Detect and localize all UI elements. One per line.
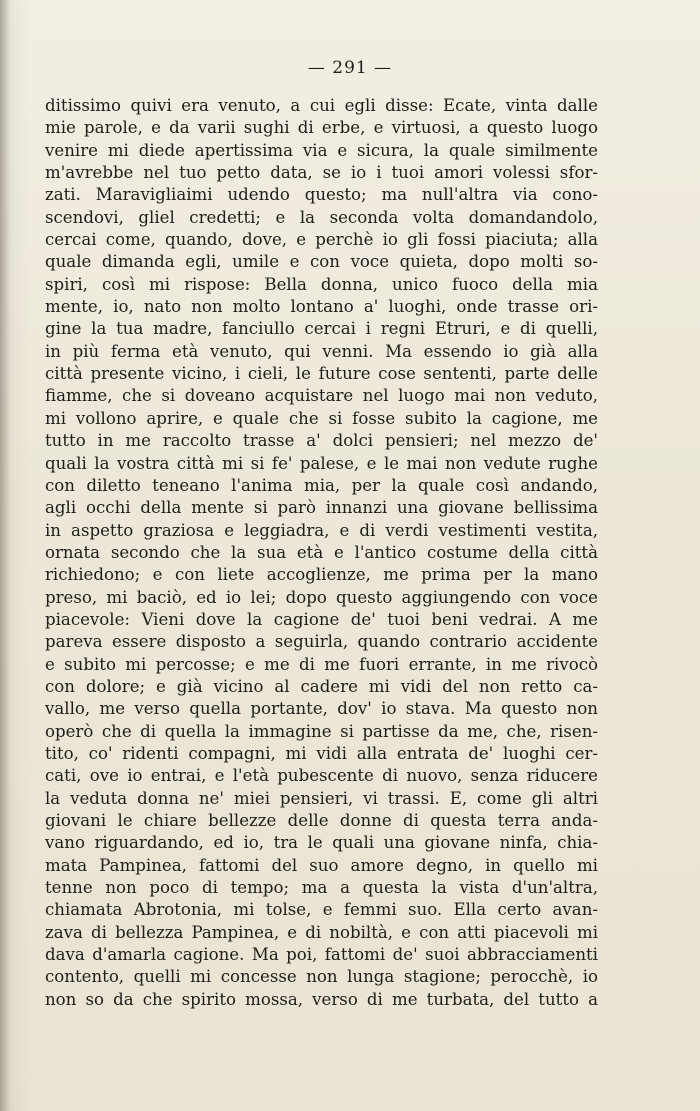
text-line: gine la tua madre, fanciullo cercai i regni Etruri, e di quelli,: [45, 319, 598, 339]
text-line: agli occhi della mente si parò innanzi una giovane bellissima: [45, 498, 598, 518]
text-line: vano riguardando, ed io, tra le quali una giovane ninfa, chia-: [45, 833, 598, 853]
text-line: in aspetto graziosa e leggiadra, e di verdi vestimenti vestita,: [45, 520, 598, 540]
text-line: pareva essere disposto a seguirla, quando contrario accidente: [45, 632, 598, 652]
text-line: m'avrebbe nel tuo petto data, se io i tuoi amori volessi sfor-: [45, 163, 598, 183]
text-line: zati. Maravigliaimi udendo questo; ma null'altra via cono-: [45, 185, 598, 205]
text-line: zava di bellezza Pampinea, e di nobiltà, e con atti piacevoli mi: [45, 922, 598, 942]
text-line: venire mi diede apertissima via e sicura, la quale similmente: [45, 140, 598, 160]
body-text: [45, 95, 598, 1011]
text-line: vallo, me verso quella portante, dov' io stava. Ma questo non: [45, 699, 598, 719]
text-line: e subito mi percosse; e me di me fuori errante, in me rivocò: [45, 654, 598, 674]
text-line: chiamata Abrotonia, mi tolse, e femmi suo. Ella certo avan-: [45, 900, 598, 920]
text-line: fiamme, che si doveano acquistare nel luogo mai non veduto,: [45, 386, 598, 406]
text-line: tito, co' ridenti compagni, mi vidi alla entrata de' luoghi cer-: [45, 743, 598, 763]
text-line: mie parole, e da varii sughi di erbe, e virtuosi, a questo luogo: [45, 118, 598, 138]
text-line: cati, ove io entrai, e l'età pubescente di nuovo, senza riducere: [45, 766, 598, 786]
text-line: non so da che spirito mossa, verso di me turbata, del tutto a: [45, 989, 598, 1009]
text-line: mata Pampinea, fattomi del suo amore degno, in quello mi: [45, 855, 598, 875]
text-line: quale dimanda egli, umile e con voce quieta, dopo molti so-: [45, 252, 598, 272]
text-line: la veduta donna ne' miei pensieri, vi trassi. E, come gli altri: [45, 788, 598, 808]
text-line: tutto in me raccolto trasse a' dolci pensieri; nel mezzo de': [45, 431, 598, 451]
text-line: con diletto teneano l'anima mia, per la quale così andando,: [45, 475, 598, 495]
text-line: richiedono; e con liete accoglienze, me prima per la mano: [45, 565, 598, 585]
text-line: mente, io, nato non molto lontano a' luoghi, onde trasse ori-: [45, 297, 598, 317]
text-line: quali la vostra città mi si fe' palese, e le mai non vedute rughe: [45, 453, 598, 473]
text-line: scendovi, gliel credetti; e la seconda volta domandandolo,: [45, 207, 598, 227]
text-line: mi vollono aprire, e quale che si fosse subito la cagione, me: [45, 408, 598, 428]
text-line: cercai come, quando, dove, e perchè io gli fossi piaciuta; alla: [45, 230, 598, 250]
text-line: operò che di quella la immagine si partisse da me, che, risen-: [45, 721, 598, 741]
text-line: contento, quelli mi concesse non lunga stagione; perocchè, io: [45, 967, 598, 987]
text-line: ornata secondo che la sua età e l'antico costume della città: [45, 542, 598, 562]
text-line: piacevole: Vieni dove la cagione de' tuoi beni vedrai. A me: [45, 609, 598, 629]
page-number: — 291 —: [307, 58, 393, 78]
text-line: spiri, così mi rispose: Bella donna, unico fuoco della mia: [45, 274, 598, 294]
text-line: città presente vicino, i cieli, le future cose sententi, parte delle: [45, 364, 598, 384]
binding-shadow: [0, 0, 10, 1111]
text-line: ditissimo quivi era venuto, a cui egli disse: Ecate, vinta dalle: [45, 96, 598, 115]
text-line: in più ferma età venuto, qui venni. Ma essendo io già alla: [45, 341, 598, 361]
text-line: dava d'amarla cagione. Ma poi, fattomi de' suoi abbracciamenti: [45, 945, 598, 965]
text-line: tenne non poco di tempo; ma a questa la vista d'un'altra,: [45, 878, 598, 898]
text-line: preso, mi baciò, ed io lei; dopo questo aggiungendo con voce: [45, 587, 598, 607]
text-line: giovani le chiare bellezze delle donne di questa terra anda-: [45, 811, 598, 830]
text-line: con dolore; e già vicino al cadere mi vidi del non retto ca-: [45, 676, 598, 696]
